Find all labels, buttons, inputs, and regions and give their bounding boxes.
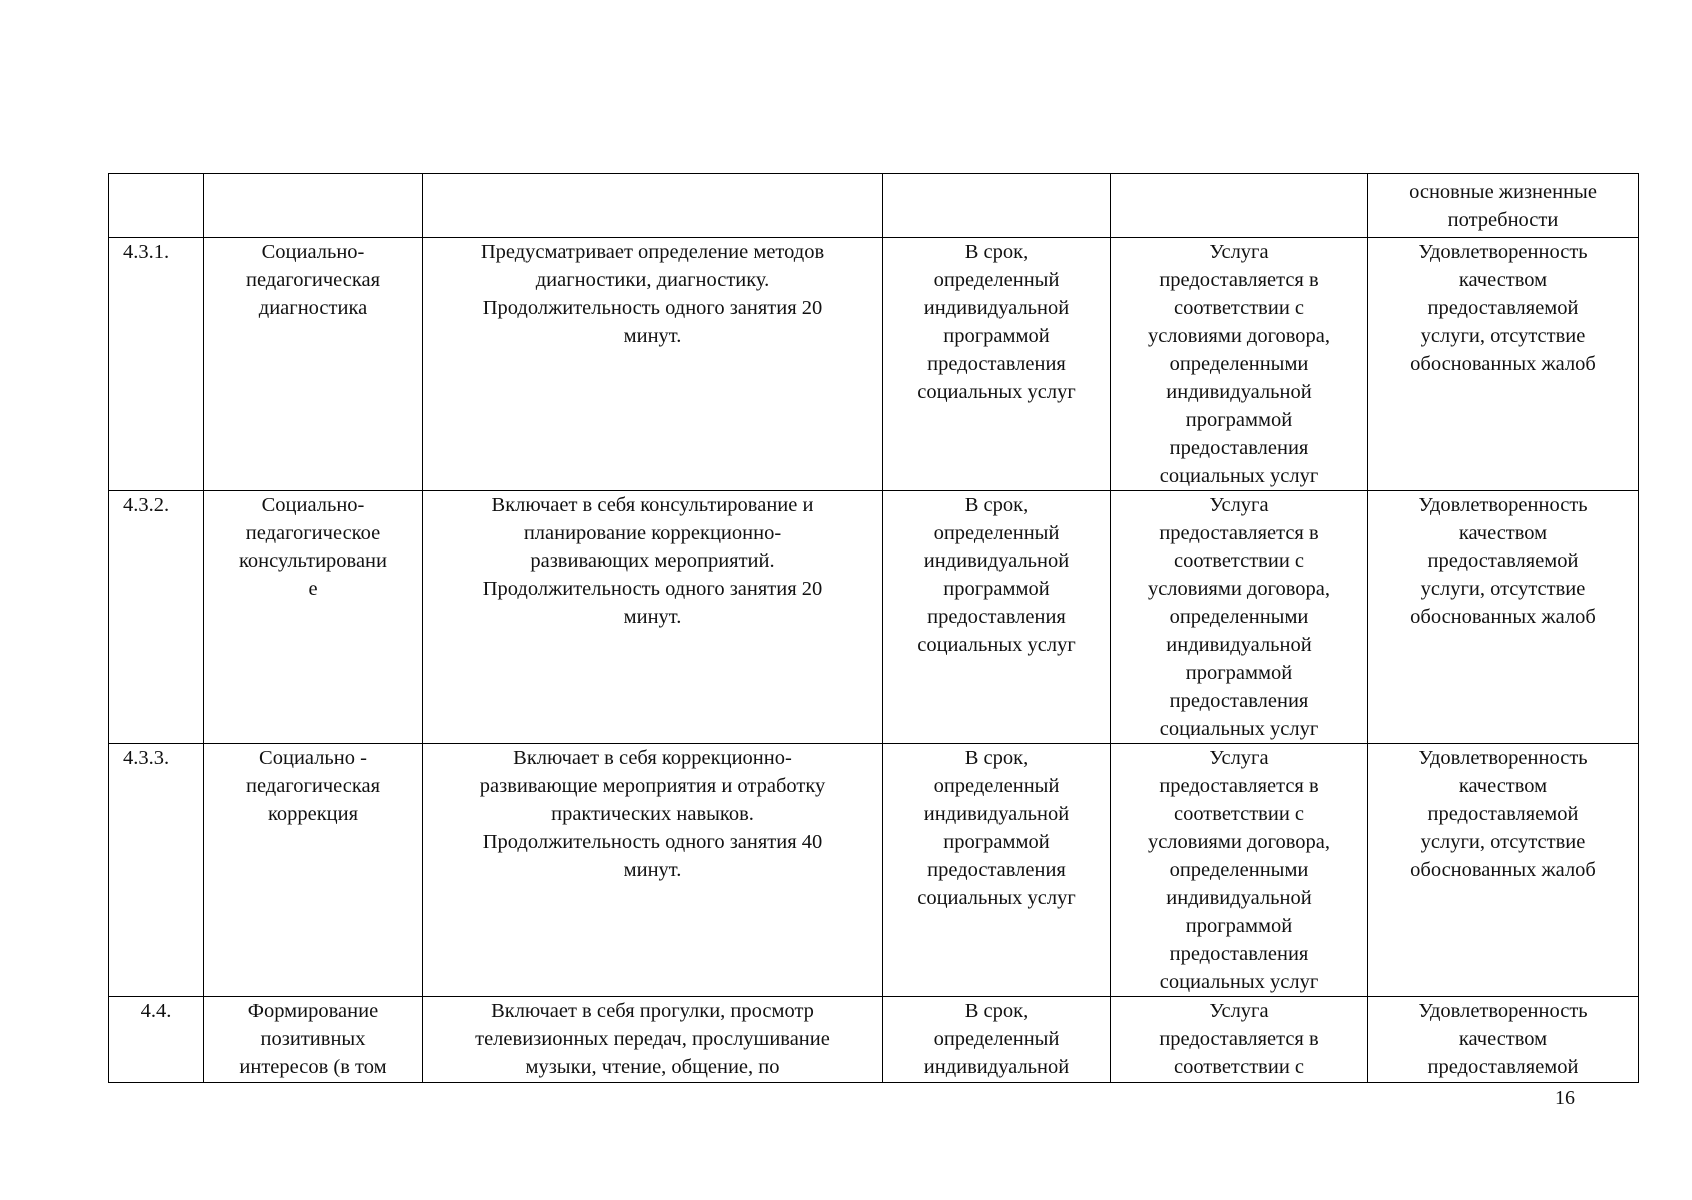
- table-cell-service-name: Социально- педагогическая диагностика: [204, 238, 423, 491]
- table-cell-empty: [204, 174, 423, 238]
- table-cell-result: Удовлетворенность качеством предоставляемой услуги, отсутствие обоснованных жалоб: [1368, 238, 1639, 491]
- table-cell-conditions: Услуга предоставляется в соответствии с: [1111, 997, 1368, 1083]
- table-row: [109, 997, 1639, 1083]
- table-cell-service-name: Социально - педагогическая коррекция: [204, 744, 423, 997]
- table-cell-description: Предусматривает определение методов диагностики, диагностику. Продолжительность одного занятия 20 минут.: [423, 238, 883, 491]
- table-cell-description: Включает в себя прогулки, просмотр телевизионных передач, прослушивание музыки, чтение, общение, по: [423, 997, 883, 1083]
- table-cell-service-name: Формирование позитивных интересов (в том: [204, 997, 423, 1083]
- table-cell-conditions: Услуга предоставляется в соответствии с условиями договора, определенными индивидуальной программой предоставления социальных услуг: [1111, 238, 1368, 491]
- table-row: [109, 238, 1639, 491]
- table-cell-number: 4.3.2.: [109, 491, 204, 744]
- services-table: [108, 173, 1639, 1083]
- table-cell-term: В срок, определенный индивидуальной: [883, 997, 1111, 1083]
- table-cell-term: В срок, определенный индивидуальной программой предоставления социальных услуг: [883, 238, 1111, 491]
- table-cell-conditions: Услуга предоставляется в соответствии с условиями договора, определенными индивидуальной программой предоставления социальных услуг: [1111, 744, 1368, 997]
- table-cell-number: 4.3.1.: [109, 238, 204, 491]
- table-cell-empty: [1111, 174, 1368, 238]
- page-number: 16: [1555, 1087, 1575, 1109]
- table-cell-empty: [109, 174, 204, 238]
- table-cell-empty: [423, 174, 883, 238]
- table-cell-number: 4.3.3.: [109, 744, 204, 997]
- table-cell-number: 4.4.: [109, 997, 204, 1083]
- table-row-continuation: [109, 174, 1639, 238]
- table-cell-description: Включает в себя коррекционно- развивающие мероприятия и отработку практических навыков. Продолжительность одного занятия 40 минут.: [423, 744, 883, 997]
- table-cell-result: основные жизненные потребности: [1368, 174, 1639, 238]
- table-cell-description: Включает в себя консультирование и планирование коррекционно- развивающих мероприятий. Продолжительность одного занятия 20 минут.: [423, 491, 883, 744]
- table-row: [109, 491, 1639, 744]
- table-cell-term: В срок, определенный индивидуальной программой предоставления социальных услуг: [883, 491, 1111, 744]
- table-cell-result: Удовлетворенность качеством предоставляемой услуги, отсутствие обоснованных жалоб: [1368, 744, 1639, 997]
- table-row: [109, 744, 1639, 997]
- table-cell-term: В срок, определенный индивидуальной программой предоставления социальных услуг: [883, 744, 1111, 997]
- table-cell-result: Удовлетворенность качеством предоставляемой услуги, отсутствие обоснованных жалоб: [1368, 491, 1639, 744]
- table-cell-empty: [883, 174, 1111, 238]
- table-cell-result: Удовлетворенность качеством предоставляемой: [1368, 997, 1639, 1083]
- table-cell-service-name: Социально- педагогическое консультировани е: [204, 491, 423, 744]
- table-cell-conditions: Услуга предоставляется в соответствии с условиями договора, определенными индивидуальной программой предоставления социальных услуг: [1111, 491, 1368, 744]
